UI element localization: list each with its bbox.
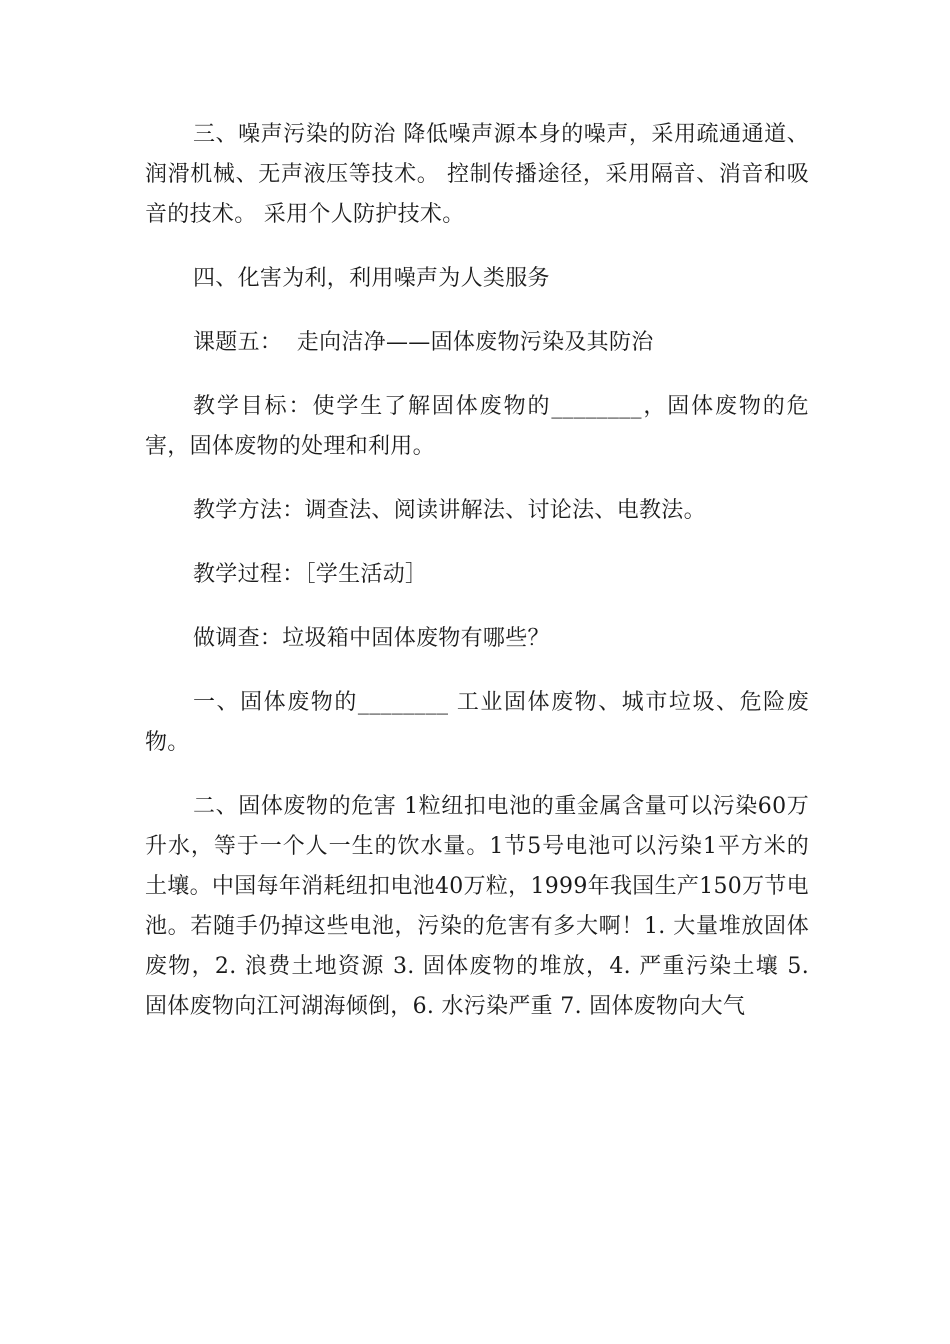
paragraph-teaching-process: 教学过程：［学生活动］ — [193, 562, 428, 587]
paragraph-noise-benefit: 四、化害为利，利用噪声为人类服务 — [193, 266, 550, 291]
paragraph-waste-types: 一、固体废物的________ 工业固体废物、城市垃圾、危险废物。 — [145, 690, 809, 755]
paragraph-teaching-method: 教学方法：调查法、阅读讲解法、讨论法、电教法。 — [193, 498, 706, 523]
paragraph-waste-hazards: 二、固体废物的危害 1粒纽扣电池的重金属含量可以污染60万升水，等于一个人一生的饮水量。1节5号电池可以污染1平方米的土壤。中国每年消耗纽扣电池40万粒，1999年我国生产150万节电池。若随手仍掉这些电池，污染的危害有多大啊！1. 大量堆放固体废物，2. 浪费土地资源 3. 固体废物的堆放，4. 严重污染土壤 5. 固体废物向江河湖海倾倒，6. 水污染严重 7. 固体废物向大气 — [145, 794, 817, 1019]
paragraph-survey: 做调查：垃圾箱中固体废物有哪些？ — [193, 626, 550, 651]
paragraph-lesson-title: 课题五： 走向洁净——固体废物污染及其防治 — [193, 330, 654, 355]
paragraph-teaching-goal: 教学目标：使学生了解固体废物的________，固体废物的危害，固体废物的处理和利用。 — [145, 394, 809, 459]
paragraph-noise-control: 三、噪声污染的防治 降低噪声源本身的噪声，采用疏通通道、润滑机械、无声液压等技术。 控制传播途径，采用隔音、消音和吸音的技术。 采用个人防护技术。 — [145, 122, 809, 227]
document-page — [145, 115, 817, 1027]
